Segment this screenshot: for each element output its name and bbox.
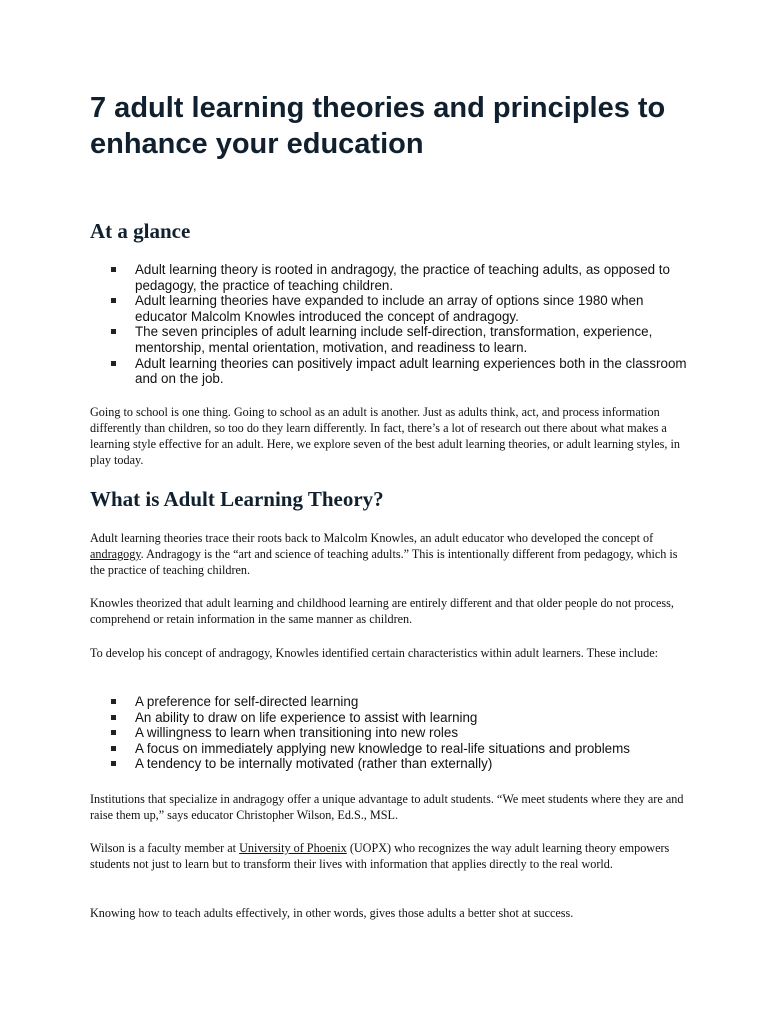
bullet-square-icon bbox=[111, 361, 116, 366]
list-item: Adult learning theories have expanded to include an array of options since 1980 when educator Malcolm Knowles introduced the concept of andragogy. bbox=[90, 293, 690, 324]
bullet-square-icon bbox=[111, 329, 116, 334]
characteristics-list bbox=[90, 694, 690, 772]
list-item: An ability to draw on life experience to assist with learning bbox=[90, 710, 690, 726]
paragraph-characteristics-intro: To develop his concept of andragogy, Knowles identified certain characteristics within adult learners. These include: bbox=[90, 646, 659, 660]
page-title: 7 adult learning theories and principles to enhance your education bbox=[90, 92, 666, 160]
bullet-square-icon bbox=[111, 267, 116, 272]
list-item: A focus on immediately applying new knowledge to real-life situations and problems bbox=[90, 741, 690, 757]
list-item: A preference for self-directed learning bbox=[90, 694, 690, 710]
bullet-square-icon bbox=[111, 761, 116, 766]
list-item: A willingness to learn when transitioning into new roles bbox=[90, 725, 690, 741]
paragraph-origins: Adult learning theories trace their roots back to Malcolm Knowles, an adult educator who developed the concept of andragogy. Andragogy is the “art and science of teaching adults.” This is intentionally different from pedagogy, which is the practice of teaching children. bbox=[90, 531, 678, 577]
list-item: Adult learning theory is rooted in andragogy, the practice of teaching adults, as opposed to pedagogy, the practice of teaching children. bbox=[90, 262, 690, 293]
intro-paragraph: Going to school is one thing. Going to school as an adult is another. Just as adults think, act, and process information differently than children, so too do they learn differently. In fact, there’s a lot of research out there about what makes a learning style effective for an adult. Here, we explore seven of the best adult learning theories, or adult learning styles, in play today. bbox=[90, 405, 680, 467]
bullet-square-icon bbox=[111, 746, 116, 751]
bullet-square-icon bbox=[111, 298, 116, 303]
paragraph-institutions: Institutions that specialize in andragogy offer a unique advantage to adult students. “We meet students where they are and raise them up,” says educator Christopher Wilson, Ed.S., MSL. bbox=[90, 792, 684, 822]
bullet-square-icon bbox=[111, 715, 116, 720]
paragraph-wilson: Wilson is a faculty member at University of Phoenix (UOPX) who recognizes the way adult learning theory empowers students not just to learn but to transform their lives with information that applies directly to the real world. bbox=[90, 841, 670, 871]
section-heading: What is Adult Learning Theory? bbox=[90, 487, 384, 511]
glance-heading: At a glance bbox=[90, 219, 191, 243]
bullet-square-icon bbox=[111, 730, 116, 735]
list-item: The seven principles of adult learning include self-direction, transformation, experience, mentorship, mental orientation, motivation, and readiness to learn. bbox=[90, 324, 690, 355]
bullet-square-icon bbox=[111, 699, 116, 704]
glance-list bbox=[90, 262, 690, 387]
list-item: Adult learning theories can positively impact adult learning experiences both in the classroom and on the job. bbox=[90, 356, 690, 387]
andragogy-link[interactable]: andragogy bbox=[90, 547, 141, 561]
paragraph-conclusion: Knowing how to teach adults effectively, in other words, gives those adults a better shot at success. bbox=[90, 906, 574, 920]
university-of-phoenix-link[interactable]: University of Phoenix bbox=[239, 841, 347, 855]
paragraph-theory: Knowles theorized that adult learning and childhood learning are entirely different and that older people do not process, comprehend or retain information in the same manner as children. bbox=[90, 596, 674, 626]
list-item: A tendency to be internally motivated (rather than externally) bbox=[90, 756, 690, 772]
